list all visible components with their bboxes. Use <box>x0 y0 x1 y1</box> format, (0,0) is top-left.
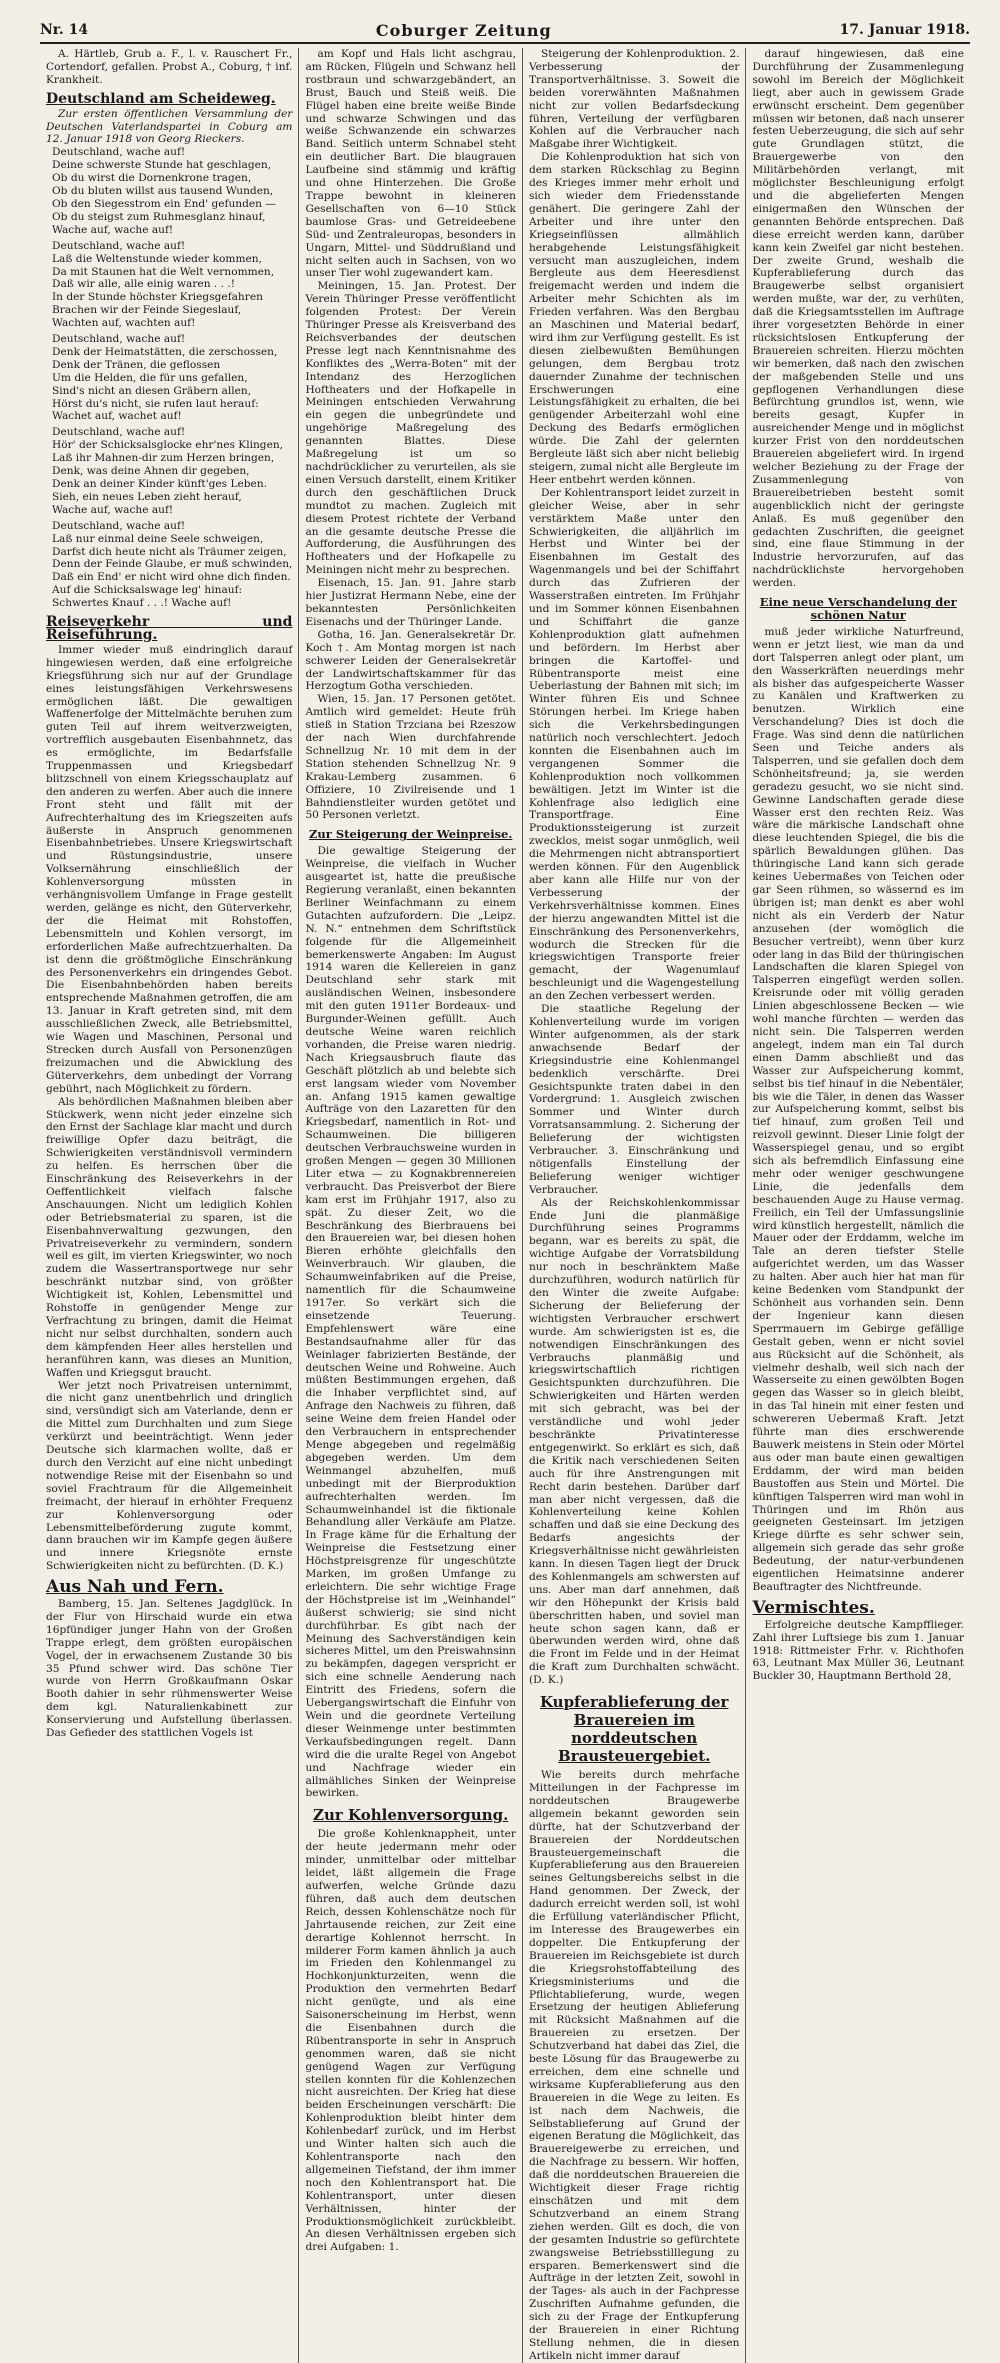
poem-line: Daß ein End' er nicht wird ohne dich finden. <box>52 571 291 584</box>
article-paragraph: Als behördlichen Maßnahmen bleiben aber Stückwerk, wenn nicht jeder einzelne sich den Ernst der Sachlage klar macht und durch freiwillige Opfer dazu beiträgt, die Schwierigkeiten verständnisvoll vermindern zu helfen. Es herrschen über die Einschränkung des Reiseverkehrs in der Oeffentlichkeit vielfach falsche Anschauungen. Nicht um lediglich Kohlen oder Betriebsmaterial zu sparen, ist die Eisenbahnverwaltung gezwungen, den Privatreiseverkehr zu vermindern, sondern weil es gilt, im vierten Kriegswinter, wo noch zudem die Wassertransportwege nur sehr beschränkt nutzbar sind, von größter Wichtigkeit ist, Kohlen, Lebensmittel und Rohstoffe in genügender Menge zur Verfrachtung zu bringen, damit die Heimat nicht nur selbst durchhalten, sondern auch dem kämpfenden Heer alles herstellen und heranführen kann, was dieses an Munition, Waffen und Kriegsgut braucht. <box>46 1095 293 1379</box>
article-subtitle: Zur ersten öffentlichen Versammlung der Deutschen Vaterlandspartei in Coburg am 12. Januar 1918 von Georg Rieckers. <box>46 107 293 146</box>
article-heading: Eine neue Verschandelung der schönen Natur <box>759 595 957 622</box>
poem-line: Denk der Heimatstätten, die zerschossen, <box>52 345 278 358</box>
article-heading: Zur Steigerung der Weinpreise. <box>309 827 513 842</box>
poem-line: Auf die Schicksalswage leg' hinauf: <box>52 584 243 597</box>
poem-line: Ob du bluten willst aus tausend Wunden, <box>52 185 274 198</box>
poem-stanza <box>52 240 292 330</box>
poem-line: Deine schwerste Stunde hat geschlagen, <box>52 159 272 172</box>
article-paragraph: Wer jetzt noch Privatreisen unternimmt, die nicht ganz unentbehrlich und dringlich sind, versündigt sich am Vaterlande, denn er die Mittel zum Durchhalten und zum Siege verkürzt und beeinträchtigt. Wenn jeder Deutsche sich klarmachen wollte, daß er durch den Verzicht auf eine nicht unbedingt notwendige Reise mit der Eisenbahn so und soviel Frachtraum für die Allgemeinheit freimacht, der hierauf in erhöhter Frequenz zur Kohlenversorgung oder Lebensmittelbeförderung zugute kommt, dann brauchen wir im Kampfe gegen äußere und innere Kriegsnöte ernste Schwierigkeiten nicht zu befürchten. (D. K.) <box>46 1379 293 1573</box>
article-heading: Deutschland am Scheideweg. <box>46 90 276 107</box>
issue-date: 17. Januar 1918. <box>839 22 970 38</box>
page-header <box>40 18 970 44</box>
poem-line: Wachten auf, wachten auf! <box>52 317 196 330</box>
article-heading: Zur Kohlenversorgung. <box>313 1806 509 1825</box>
article-paragraph: Immer wieder muß eindringlich darauf hingewiesen werden, daß eine erfolgreiche Kriegsführung sich nur auf der Grundlage eines leistungsfähigen Verkehrswesens ermöglichen läßt. Die gewaltigen Waffenerfolge der Mittelmächte beruhen zum guten Teil auf ihrem weitverzweigten, vortrefflich ausgebauten Eisenbahnnetz, das es ermöglichte, im Bedarfsfalle Truppenmassen und Kriegsbedarf blitzschnell von einem Kriegsschauplatz auf den anderen zu werfen. Aber auch die innere Front steht und fällt mit der Aufrechterhaltung des im Kriegszeiten aufs äußerste in Anspruch genommenen Eisenbahnbetriebes. Unsere Kriegswirtschaft und Rüstungsindustrie, unsere Volksernährung einschließlich der Kohlenversorgung müssten in verhängnisvollem Umfange in Frage gestellt werden, gelänge es nicht, den Güterverkehr, der die Heimat mit Rohstoffen, Lebensmitteln und Kohlen versorgt, im erforderlichen Maße aufrechtzuerhalten. Da ist denn die größtmögliche Einschränkung des Personenverkehrs ein dringendes Gebot. Die Eisenbahnbehörden haben bereits entsprechende Maßnahmen getroffen, die am 13. Januar in Kraft getreten sind, mit dem ausschließlichen Zweck, alle Betriebsmittel, wie Wagen und Maschinen, Personal und Strecken durch Ausfall von Personenzügen freizumachen und die Abwicklung des Güterverkehrs, dem unbedingt der Vorrang gebührt, nach Möglichkeit zu fördern. <box>46 643 293 1095</box>
poem-line: Wachet auf, wachet auf! <box>52 410 182 423</box>
poem-line: Denk der Tränen, die geflossen <box>52 358 221 371</box>
article-paragraph: Die gewaltige Steigerung der Weinpreise, die vielfach in Wucher ausgeartet ist, hatte die preußische Regierung veranlaßt, einen bekannten Berliner Weinfachmann zu einem Gutachten aufzufordern. Die „Leipz. N. N.“ entnehmen dem Schriftstück folgende für die Allgemeinheit bemerkenswerte Angaben: Im August 1914 waren die Kellereien in ganz Deutschland sehr stark mit ausländischen Weinen, insbesondere mit den guten 1911er Bordeaux- und Burgunder-Weinen gefüllt. Auch deutsche Weine waren reichlich vorhanden, die Preise waren niedrig. Nach Kriegsausbruch flaute das Geschäft plötzlich ab und belebte sich erst langsam wieder vom November an. Anfang 1915 kamen gewaltige Aufträge von den Lazaretten für den Kriegsbedarf, namentlich in Rot- und Schaumweinen. Die billigeren deutschen Verbrauchsweine wurden in großen Mengen — gegen 30 Millionen Liter etwa — zu Kognakbrennereien verbraucht. Das Preisverbot der Biere kam erst im Frühjahr 1917, also zu spät. Zu dieser Zeit, wo die Beschränkung des Bierbrauens bei den Brauereien war, bei diesen hohen Bieren erhöhte gleichfalls den Weinverbrauch. Wir glauben, die Schaumweinfabriken auf die Preise, namentlich für die Schaumweine 1917er. So verkärt sich die einsetzende Teuerung. Empfehlenswert wäre eine Bestandsaufnahme aller für das Weinlager fabrizierten Bestände, der deutschen Weine und Rohweine. Auch müßten Bestimmungen ergehen, daß die Inhaber verpflichtet sind, auf Anfrage den Nachweis zu führen, daß seine Weine dem freien Handel oder den Verbrauchern in entsprechender Menge abgegeben und regelmäßig abgegeben werden. Um dem Weinmangel abzuhelfen, muß unbedingt mit der Bierproduktion aufrechterhalten werden. Im Schaumweinhandel ist die fiktionale Behandlung aller Verkäufe am Platze. In Frage käme für die Erhaltung der Weinpreise die Festsetzung einer Höchstpreisgrenze für ungeschützte Marken, im großen Umfange zu erleichtern. Die sehr wichtige Frage der Höchstpreise ist im „Weinhandel“ äußerst schwierig; sie sind nicht durchführbar. Es gibt nach der Meinung des Sachverständigen kein sicheres Mittel, um den Preiswahnsinn zu bekämpfen, dagegen verspricht er sich eine schnelle Aenderung nach Eintritt des Friedens, sofern die Uebergangswirtschaft die Einfuhr von Wein und die geordnete Verteilung dieser Weinmenge unter bestimmten Verkaufsbedingungen regelt. Dann wird die die uralte Regel von Angebot und Nachfrage wieder ein allmähliches Sinken der Weinpreise bewirken. <box>305 845 516 1800</box>
article-paragraph: Die große Kohlenknappheit, unter der heute jedermann mehr oder minder, unmittelbar oder mittelbar leidet, läßt allgemein die Frage aufwerfen, welche Gründe dazu führen, daß auch dem deutschen Reich, dessen Kohlenschätze noch für Jahrtausende reichen, zur Zeit eine derartige Kohlennot herrscht. In milderer Form kamen ähnlich ja auch im Frieden den Kohlenmangel zu Hochkonjunkturzeiten, wenn die Produktion den vermehrten Bedarf nicht genügte, und als eine Saisonerscheinung im Herbst, wenn die Eisenbahnen durch die Rübentransporte in sehr in Anspruch genommen waren, daß sie nicht genügend Wagen zur Verfügung stellen konnten für die Kohlenzechen nicht ausreichten. Der Krieg hat diese beiden Erscheinungen verschärft: Die Kohlenproduktion bleibt hinter dem Kohlenbedarf zurück, und im Herbst und Winter halten sich auch die Kohlentransporte nach den allgemeinen Tiefstand, der ihm immer noch den Kohlentransport hat. Die Kohlentransport, unter diesen Verhältnissen, hinter der Produktionsmöglichkeit zurückbleibt. An diesen Verhältnissen ergeben sich drei Aufgaben: 1. <box>305 1828 516 2254</box>
poem-line: Sieh, ein neues Leben zieht herauf, <box>52 490 242 503</box>
poem-line: Hörst du's nicht, sie rufen laut herauf: <box>52 397 259 410</box>
article-paragraph: Der Kohlentransport leidet zurzeit in gleicher Weise, aber in sehr verstärktem Maße unter den Schwierigkeiten, die alljährlich im Herbst und Winter bei der Eisenbahnen im Gestalt des Wagenmangels und bei der Schiffahrt durch das Zufrieren der Wasserstraßen eintreten. Im Frühjahr und im Sommer können Eisenbahnen und Schiffahrt die ganze Kohlenproduktion glatt aufnehmen und befördern. Im Herbst aber bringen die Kartoffel- und Rübentransporte meist eine Ueberlastung der Bahnen mit sich; im Winter führen Eis und Schnee Störungen herbei. Im Kriege haben sich die Verkehrsbedingungen natürlich noch verschlechtert. Jedoch konnten die Eisenbahnen auch im vergangenen Sommer die Kohlenproduktion noch vollkommen bewältigen. Jetzt im Winter ist die Kohlenfrage also lediglich eine Transportfrage. Eine Produktionssteigerung ist zurzeit zwecklos, meist sogar unmöglich, weil die Mehrmengen nicht abtransportiert werden können. Für den Augenblick aber kann alle Hilfe nur von der Verbesserung der Verkehrsverhältnisse kommen. Eines der hierzu angewandten Mittel ist die Einschränkung des Personenverkehrs, wodurch die Strecken für die kriegswichtigen Transporte freier gemacht, der Wagenumlauf beschleunigt und die Wagengestellung an den Zechen verbessert werden. <box>528 486 740 1003</box>
poem-line: Darfst dich heute nicht als Träumer zeigen, <box>52 545 287 558</box>
poem-line: Sind's nicht an diesen Gräbern allen, <box>52 384 252 397</box>
poem-line: Ob du wirst die Dornenkrone tragen, <box>52 172 252 185</box>
poem-line: Denn der Feinde Glaube, er muß schwinden, <box>52 558 293 571</box>
article-paragraph: Gotha, 16. Jan. Generalsekretär Dr. Koch †. Am Montag morgen ist nach schwerer Leiden der Generalsekretär der Landwirtschaftskammer für das Herzogtum Gotha verschieden. <box>305 628 516 693</box>
article-paragraph: Die Kohlenproduktion hat sich von dem starken Rückschlag zu Beginn des Krieges immer mehr erholt und sich wieder dem Friedensstande genähert. Die geringere Zahl der Arbeiter und ihre unter den Kriegseinflüssen allmählich herabgehende Leistungsfähigkeit versucht man auszugleichen, indem Bergleute aus dem Heeresdienst freigemacht werden und indem die Arbeiter mehr Schichten als im Frieden verfahren. Was den Bergbau an Maschinen und Material bedarf, wird ihm zur Verfügung gestellt. Es ist diesen zielbewußten Bemühungen gelungen, dem Bergbau trotz dauernder Zunahme der technischen Erschwerungen eine Leistungsfähigkeit zu erhalten, die bei genügender Arbeiterzahl wohl eine Deckung des Bedarfs ermöglichen würde. Die Zahl der gelernten Bergleute läßt sich aber nicht beliebig steigern, zumal nicht alle Bergleute im Heer entbehrt werden können. <box>528 151 740 486</box>
newspaper-title: Coburger Zeitung <box>375 20 552 40</box>
article-paragraph: Meiningen, 15. Jan. Protest. Der Verein Thüringer Presse veröffentlicht folgenden Protest: Der Verein Thüringer Presse als Kreisverband des Reichsverbandes der deutschen Presse legt nach Kenntnisnahme des Konfliktes des „Werra-Boten“ mit der Intendanz des Herzoglichen Hoftheaters und der Hofkapelle in Meiningen entschieden Verwahrung ein gegen die unbegründete und ungehörige Maßregelung des genannten Blattes. Diese Maßregelung ist um so nachdrücklicher zu verurteilen, als sie einen Versuch darstellt, einem Kritiker durch den geschäftlichen Druck mundtot zu machen. Zugleich mit diesem Protest richtete der Verband an die gesamte deutsche Presse die Aufforderung, die Ausführungen des Hoftheaters und der Hofkapelle zu Meiningen nicht mehr zu besprechen. <box>305 280 516 577</box>
poem-line: Ob du steigst zum Ruhmesglanz hinauf, <box>52 210 266 223</box>
poem-line: Deutschland, wache auf! <box>52 146 186 159</box>
poem-line: Schwertes Knauf . . .! Wache auf! <box>52 597 232 610</box>
poem-line: Wache auf, wache auf! <box>52 223 174 236</box>
poem-line: Denk, was deine Ahnen dir gegeben, <box>52 465 250 478</box>
column-4 <box>746 48 970 2363</box>
poem-line: In der Stunde höchster Kriegsgefahren <box>52 291 263 304</box>
column-1 <box>40 48 299 2363</box>
article-paragraph: Die staatliche Regelung der Kohlenverteilung wurde im vorigen Winter aufgenommen, als der stark anwachsende Bedarf der Kriegsindustrie eine Kohlenmangel bedenklich verschärfte. Drei Gesichtspunkte traten dabei in den Vordergrund: 1. Ausgleich zwischen Sommer und Winter durch Vorratsansammlung. 2. Sicherung der Belieferung der wichtigsten Verbraucher. 3. Einschränkung und nötigenfalls Einstellung der Belieferung weniger wichtiger Verbraucher. <box>528 1003 740 1196</box>
poem-stanza <box>52 146 292 236</box>
page-number: Nr. 14 <box>40 22 89 38</box>
article-paragraph: muß jeder wirkliche Naturfreund, wenn er jetzt liest, wie man da und dort Talsperren anlegt oder plant, um den Wasserkräften neuerdings mehr als bisher das aufgespeicherte Wasser zu Kanälen und Kraftwerken zu benutzen. Wirklich eine Verschandelung? Dies ist doch die Frage. Was sind denn die natürlichen Seen und Teiche anders als Talsperren, und sie gefallen doch dem Schönheitsfreund; ja, sie werden geradezu gesucht, wo sie nicht sind. Gewinne Landschaften gerade diese Wasser erst den rechten Reiz. Was wäre die märkische Landschaft ohne diese leuchtenden Spiegel, die bis die spärlich Bewaldungen glühen. Das thüringische Land kann sich gerade keines Uebermaßes von Teichen oder gar Seen rühmen, so wässernd es im übrigen ist; man denkt es aber wohl nicht als ein Verderb der Natur anzusehen (der womöglich die Besucher vertreibt), wenn über kurz oder lang in das Bild der thüringischen Landschaften die klaren Spiegel von Talsperren eingefügt werden sollen. Kreisrunde oder mit völlig geraden Linien abgeschlossene Becken — wie wohl manche fürchten — werden das nicht sein. Die Talsperren werden angelegt, indem man ein Tal durch einen Damm abschließt und das Wasser zur Aufspeicherung kommt, selbst bis tief hinauf in die Nebentäler, bis wie die Täler, in denen das Wasser zur Aufspeicherung kommt, selbst bis tief hinauf, zum großen Teil und reizvoll gewinnt. Dieser Linie folgt der Wasserspiegel genau, und so ergibt sich als befremdlich Einfassung eine mehr oder weniger geschwungene Linie, die jedenfalls dem beschauenden Auge zu Hause vermag. Freilich, ein Teil der Umfassungslinie wird künstlich hergestellt, nämlich die Mauer oder der Erddamm, welche im Tale an deren tiefster Stelle aufgerichtet werden, um das Wasser zu halten. Aber auch hier hat man für keine Bedenken vom Standpunkt der Schönheit aus vorhanden sein. Denn der Ingenieur kann diesen Sperrmauern im Gebirge gefällige Gestalt geben, wenn er nicht soviel aus Rücksicht auf die Schönheit, als vielmehr deshalb, weil sich nach der Wasserseite zu einen gewölbten Bogen gegen das Wasser so in gleich bleibt, in das Tal hinein mit einer festen und schwereren Uebermaß Kraft. Jetzt führte man dies erschwerende Bauwerk meistens in Stein oder Mörtel aus oder man baute einen gewaltigen Erddamm, der wird man beiden Baustoffen aus Stein und Mörtel. Die künftigen Talsperren wird man wohl in Thüringen und im Rhön aus geeigneten Gesteinsart. Im jetzigen Kriege dürfte es sehr schwer sein, allgemein sich gerade das sehr große Bedeutung, der natur-verbundenen eigentlichen Heimatsinne anderer Beauftragter des Nichtfreunde. <box>752 625 964 1593</box>
poem-line: Da mit Staunen hat die Welt vernommen, <box>52 265 275 278</box>
poem-line: Deutschland, wache auf! <box>52 239 186 252</box>
poem-line: Wache auf, wache auf! <box>52 503 174 516</box>
article-paragraph: Bamberg, 15. Jan. Seltenes Jagdglück. In der Flur von Hirschaid wurde ein etwa 16pfündiger junger Hahn von der Großen Trappe erlegt, dem größten europäischen Vogel, der in erwachsenem Zustande 30 bis 35 Pfund schwer wird. Das schöne Tier wurde von Herrn Großkaufmann Oskar Booth dahier in sehr rühmenswerter Weise dem kgl. Naturalienkabinett zur Konservierung und Aufstellung überlassen. Das Gefieder des stattlichen Vogels ist <box>46 1598 293 1740</box>
article-paragraph: Wien, 15. Jan. 17 Personen getötet. Amtlich wird gemeldet: Heute früh stieß in Station Trzciana bei Rzeszow der nach Wien durchfahrende Schnellzug Nr. 10 mit dem in der Station stehenden Schnellzug Nr. 9 Krakau-Lemberg zusammen. 6 Offiziere, 10 Zivilreisende und 1 Bahndienstleiter wurden getötet und 50 Personen verletzt. <box>305 693 516 822</box>
article-paragraph: Eisenach, 15. Jan. 91. Jahre starb hier Justizrat Hermann Nebe, eine der bekanntesten Persönlichkeiten Eisenachs und der Thüringer Lande. <box>305 577 516 628</box>
poem-stanza <box>52 520 292 610</box>
poem-line: Daß wir alle, alle einig waren . . .! <box>52 278 235 291</box>
article-paragraph: Erfolgreiche deutsche Kampfflieger. Zahl ihrer Luftsiege bis zum 1. Januar 1918: Rittmeister Frhr. v. Richthofen 63, Leutnant Max Müller 36, Leutnant Buckler 30, Hauptmann Berthold 28, <box>752 1618 964 1683</box>
column-3 <box>523 48 747 2363</box>
article-paragraph: Steigerung der Kohlenproduktion. 2. Verbesserung der Transportverhältnisse. 3. Soweit die beiden vorerwähnten Maßnahmen nicht zur vollen Bedarfsdeckung führen, Verteilung der verfügbaren Kohlen auf die Verbraucher nach Maßgabe ihrer Wichtigkeit. <box>528 48 740 151</box>
article-heading: Reiseverkehr und Reiseführung. <box>46 614 293 643</box>
article-paragraph: Als der Reichskohlenkommissar Ende Juni die planmäßige Durchführung seines Programms begann, war es bereits zu spät, die wichtige Aufgabe der Vorratsbildung nur noch in beschränktem Maße durchzuführen, wodurch natürlich für den Winter die zweite Aufgabe: Sicherung der Belieferung der wichtigsten Verbraucher erschwert wurde. Am schwierigsten ist es, die notwendigen Einschränkungen des Verbrauchs planmäßig und kriegswirtschaftlich richtigen Gesichtspunkten durchzuführen. Die Schwierigkeiten und Härten werden mit sich gebracht, was bei der verständliche und wohl jeder beschränkte Privatinteresse entgegenwirkt. So erklärt es sich, daß die Kritik nach verschiedenen Seiten auch für ihre Anstrengungen mit Recht darin bestehen. Darüber darf man aber nicht vergessen, daß die Kohlenverteilung keine Kohlen schaffen und daß sie eine Deckung des Bedarfs angesichts der Kriegsverhältnisse nicht gewährleisten kann. In diesen Tagen liegt der Druck des Kohlenmangels am schwersten auf uns. Aber man darf annehmen, daß wir den Höhepunkt der Krisis bald überschritten haben, und soviel man heute schon sagen kann, daß er überwunden werden wird, ohne daß die Front im Felde und in der Heimat die Kraft zum Durchhalten schwächt. (D. K.) <box>528 1196 740 1687</box>
poem-line: Brachen wir der Feinde Siegeslauf, <box>52 304 242 317</box>
casualty-notice: A. Härtleb, Grub a. F., l. v. Rauschert Fr., Cortendorf, gefallen. Probst A., Coburg, † inf. Krankheit. <box>46 48 293 86</box>
poem-line: Deutschland, wache auf! <box>52 519 186 532</box>
article-paragraph: darauf hingewiesen, daß eine Durchführung der Zusammenlegung sowohl im Bereich der Möglichkeit liegt, aber auch in gewissem Grade erwünscht erscheint. Dem gegenüber müssen wir betonen, daß nach unserer festen Ueberzeugung, die sich auf sehr gute Grundlagen stützt, die Brauergewerbe von den Militärbehörden verlangt, mit möglichster Beschleunigung erfolgt und die abgelieferten Mengen einigermaßen den Wünschen der genannten Behörde entsprechen. Daß diese erreicht werden kann, darüber kann kein Zweifel gar nicht bestehen. Der zweite Grund, weshalb die Kupferablieferung durch das Braugewerbe selbst organisiert werden mußte, war der, zu verhüten, daß die Kriegsamtsstellen im Auftrage ihrer vorgesetzten Behörde in einer rücksichtslosen Entkupferung der Brauereien schreiten. Hierzu möchten wir bemerken, daß nach den zwischen der maßgebenden Stelle und uns gepflogenen Verhandlungen diese Befürchtung grundlos ist, wenn, wie bereits gesagt, Kupfer in ausreichender Menge und in möglichst kurzer Frist von den norddeutschen Brauereien abgeliefert wird. In irgend welcher Beziehung zu der Frage der Zusammenlegung von Brauereibetrieben besteht somit augenblicklich nicht der geringste Anlaß. Es muß gegenüber den gedachten Zuschriften, die geeignet sind, eine flaue Stimmung in der Industrie hervorzurufen, auf das nachdrücklichste hervorgehoben werden. <box>752 48 964 590</box>
poem-stanza <box>52 333 292 423</box>
poem-line: Laß die Weltenstunde wieder kommen, <box>52 252 262 265</box>
section-heading: Aus Nah und Fern. <box>46 1577 224 1598</box>
column-2 <box>299 48 523 2363</box>
section-heading: Vermischtes. <box>752 1597 875 1618</box>
article-paragraph: am Kopf und Hals licht aschgrau, am Rücken, Flügeln und Schwanz hell rostbraun und schwarzgebändert, an Brust, Bauch und Steiß weiß. Die Flügel haben eine breite weiße Binde und schwarze Schwingen und das weiße Schwanzende ein schwarzes Band. Seitlich unterm Schnabel steht ein deutlicher Bart. Die blaugrauen Laufbeine sind stämmig und kräftig und ohne Hinterzehen. Die Große Trappe bewohnt in kleineren Gesellschaften von 6—10 Stück baumlose Gras- und Getreideebene Süd- und Zentraleuropas, besonders in Ungarn, Mittel- und Süddrußland und nicht selten auch in Sachsen, von wo unser Tier wohl zugewandert kam. <box>305 48 516 280</box>
poem-line: Um die Helden, die für uns gefallen, <box>52 371 248 384</box>
poem-line: Laß nur einmal deine Seele schweigen, <box>52 532 264 545</box>
poem-line: Deutschland, wache auf! <box>52 426 186 439</box>
poem-line: Hör' der Schicksalsglocke ehr'nes Klingen, <box>52 439 284 452</box>
poem-line: Ob den Siegesstrom ein End' gefunden — <box>52 197 276 210</box>
poem-stanza <box>52 426 292 516</box>
article-paragraph: Wie bereits durch mehrfache Mitteilungen in der Fachpresse im norddeutschen Braugewerbe allgemein bekannt geworden sein dürfte, hat der Schutzverband der Brauereien der Norddeutschen Brausteuergemeinschaft die Kupferablieferung aus den Brauereien seines Geltungsbereichs selbst in die Hand genommen. Der Zweck, der dadurch erreicht werden soll, ist wohl die Erfüllung vaterländischer Pflicht, im Interesse des Braugewerbes ein doppelter. Die Entkupferung der Brauereien im Reichsgebiete ist durch die Kriegsrohstoffabteilung des Kriegsministeriums und die Pflichtablieferung, wurde, wegen Ersetzung der heutigen Ablieferung mit Rücksicht Maßnahmen auf die Brauereien zu ersetzen. Der Schutzverband hat dabei das Ziel, die beste Lösung für das Braugewerbe zu erreichen, dem eine schnelle und wirksame Kupferablieferung aus den Brauereien in die Wege zu leiten. Es ist nach dem Nachweis, die Selbstablieferung auf Grund der eigenen Beratung die Möglichkeit, das Brauereigewerbe zu erreichen, und die Nachfrage zu bessern. Wir hoffen, daß die norddeutschen Brauereien die Wichtigkeit dieser Frage richtig einschätzen und mit dem Schutzverband an einem Strang ziehen werden. Gilt es doch, die von der gesamten Industrie so gefürchtete zwangsweise Betriebsstilllegung zu ersparen. Bemerkenswert sind die Aufträge in der letzten Zeit, sowohl in der Tages- als auch in der Fachpresse Zuschriften Aufnahme gefunden, die sich zu der Frage der Entkupferung der Brauereien in einer Richtung Stellung nehmen, die in diesen Artikeln nicht immer darauf <box>528 1769 740 2362</box>
poem <box>52 146 292 610</box>
article-heading: Kupferablieferung der Brauereien im norddeutschen Brausteuergebiet. <box>539 1693 729 1766</box>
poem-line: Laß ihr Mahnen-dir zum Herzen bringen, <box>52 452 275 465</box>
text-columns <box>40 48 970 2362</box>
poem-line: Deutschland, wache auf! <box>52 333 186 346</box>
poem-line: Denk an deiner Kinder künft'ges Leben. <box>52 478 268 490</box>
